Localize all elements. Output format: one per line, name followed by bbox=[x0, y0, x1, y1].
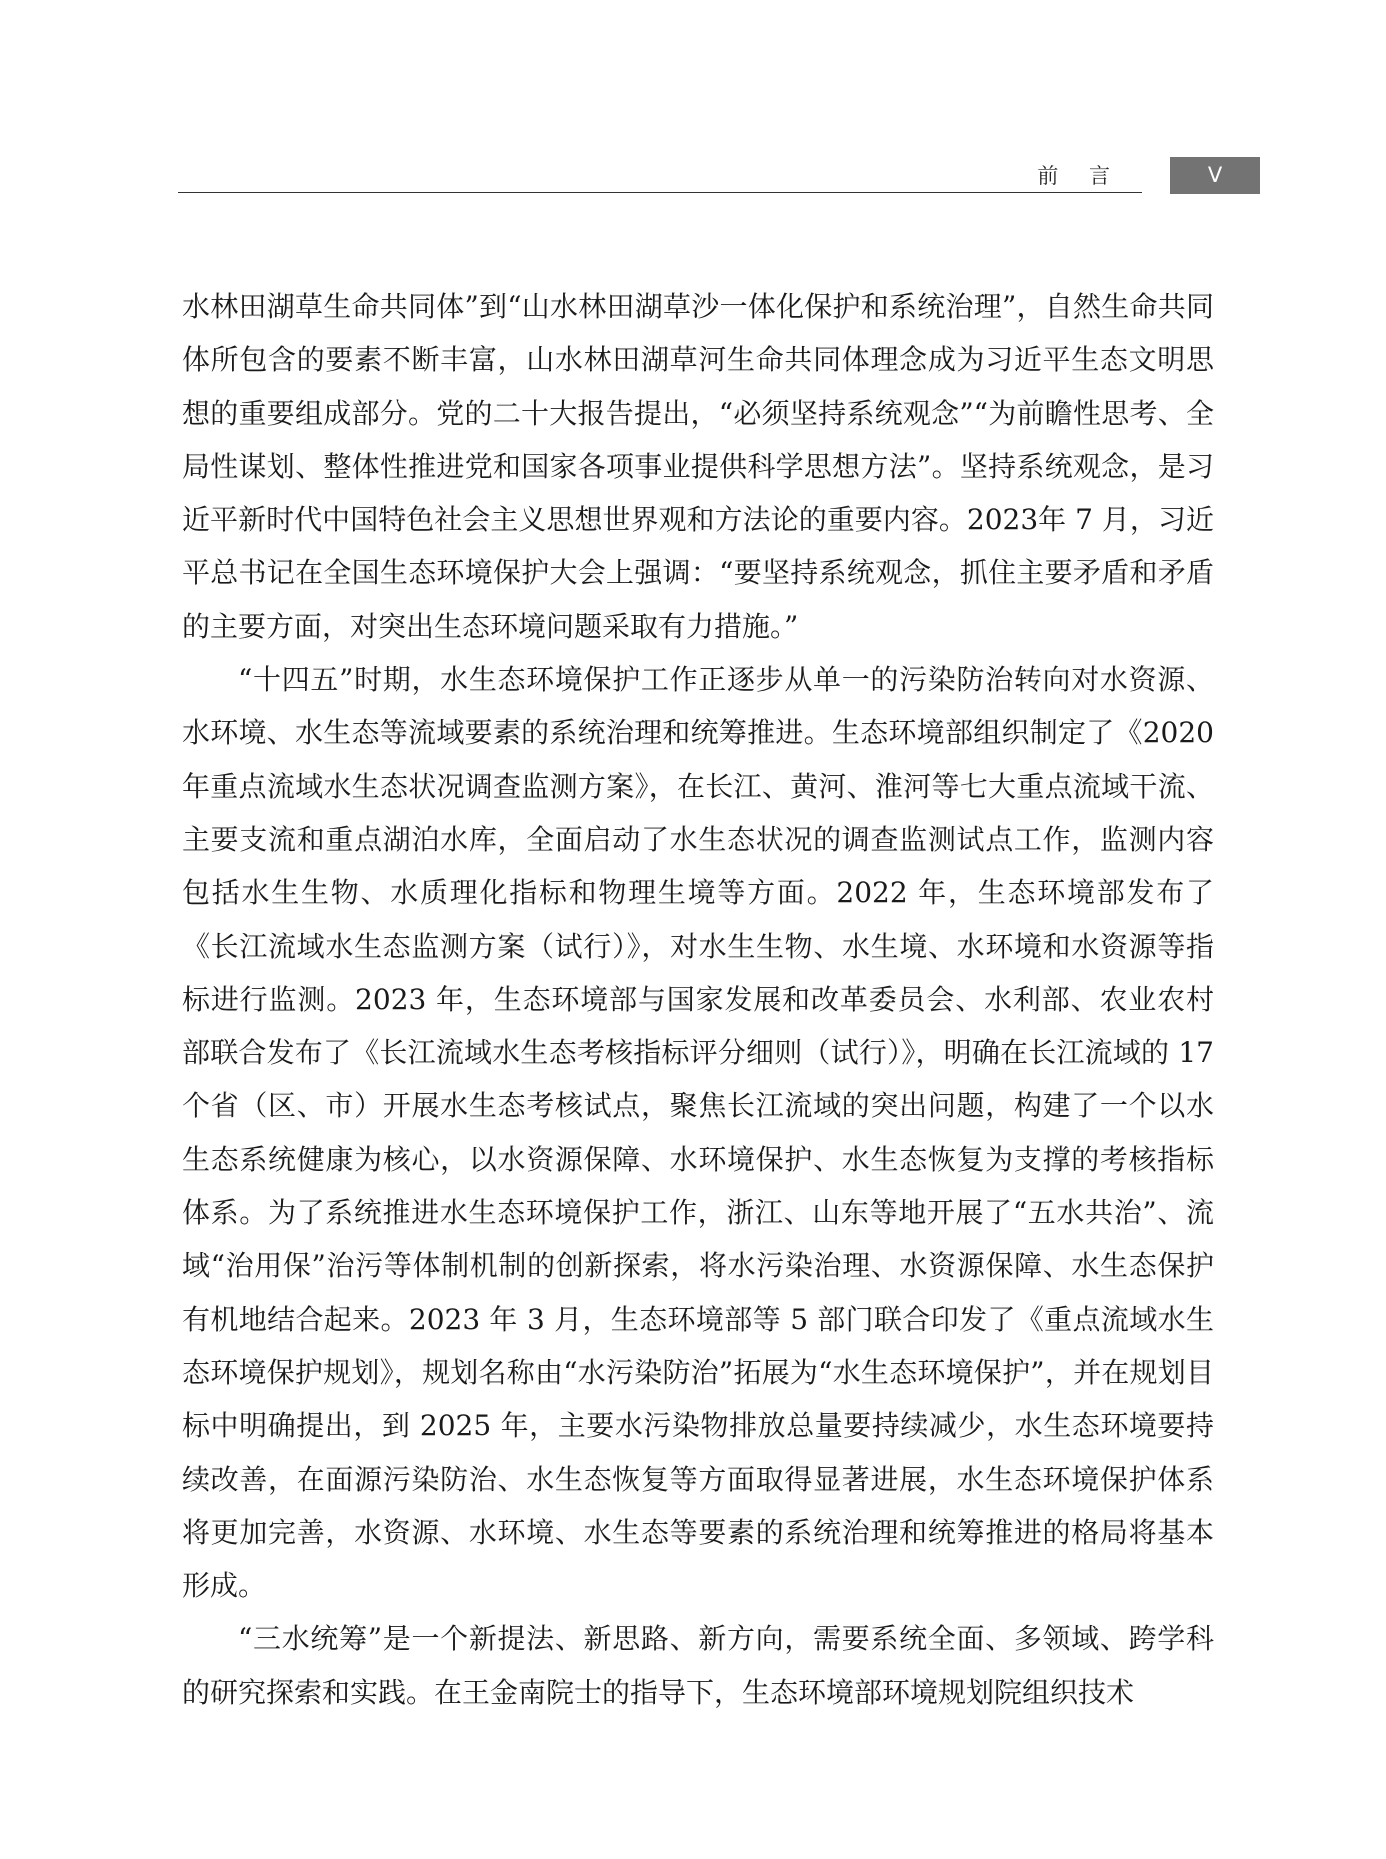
page-number: V bbox=[1170, 157, 1260, 194]
paragraph-2: “十四五”时期，水生态环境保护工作正逐步从单一的污染防治转向对水资源、水环境、水生态等流域要素的系统治理和统筹推进。生态环境部组织制定了《2020 年重点流域水生态状况调查监测方案》，在长江、黄河、淮河等七大重点流域干流、主要支流和重点湖泊水库，全面启动了水生态状况的调查监测试点工作，监测内容包括水生生物、水质理化指标和物理生境等方面。2022 年，生态环境部发布了《长江流域水生态监测方案（试行）》，对水生生物、水生境、水环境和水资源等指标进行监测。2023 年，生态环境部与国家发展和改革委员会、水利部、农业农村部联合发布了《长江流域水生态考核指标评分细则（试行）》，明确在长江流域的 17 个省（区、市）开展水生态考核试点，聚焦长江流域的突出问题，构建了一个以水生态系统健康为核心，以水资源保障、水环境保护、水生态恢复为支撑的考核指标体系。为了系统推进水生态环境保护工作，浙江、山东等地开展了“五水共治”、流域“治用保”治污等体制机制的创新探索，将水污染治理、水资源保障、水生态保护有机地结合起来。2023 年 3 月，生态环境部等 5 部门联合印发了《重点流域水生态环境保护规划》，规划名称由“水污染防治”拓展为“水生态环境保护”，并在规划目标中明确提出，到 2025 年，主要水污染物排放总量要持续减少，水生态环境要持续改善，在面源污染防治、水生态恢复等方面取得显著进展，水生态环境保护体系将更加完善，水资源、水环境、水生态等要素的系统治理和统筹推进的格局将基本形成。 bbox=[182, 663, 1214, 1603]
paragraph-1: 水林田湖草生命共同体”到“山水林田湖草沙一体化保护和系统治理”，自然生命共同体所包含的要素不断丰富，山水林田湖草河生命共同体理念成为习近平生态文明思想的重要组成部分。党的二十大报告提出，“必须坚持系统观念”“为前瞻性思考、全局性谋划、整体性推进党和国家各项事业提供科学思想方法”。坚持系统观念，是习近平新时代中国特色社会主义思想世界观和方法论的重要内容。2023年 7 月，习近平总书记在全国生态环境保护大会上强调：“要坚持系统观念，抓住主要矛盾和矛盾的主要方面，对突出生态环境问题采取有力措施。” bbox=[182, 290, 1214, 643]
paragraph-3: “三水统筹”是一个新提法、新思路、新方向，需要系统全面、多领域、跨学科的研究探索和实践。在王金南院士的指导下，生态环境部环境规划院组织技术 bbox=[182, 1622, 1214, 1709]
running-header bbox=[178, 158, 1142, 193]
body-text bbox=[182, 280, 1214, 1719]
section-title: 前 言 bbox=[1037, 164, 1122, 188]
